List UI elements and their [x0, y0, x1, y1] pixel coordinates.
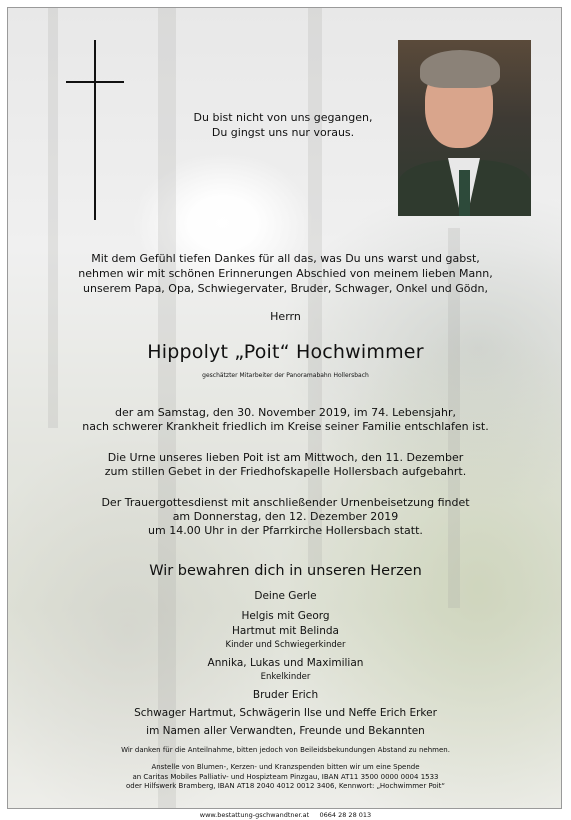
donation-line: Anstelle von Blumen-, Kerzen- und Kranzspenden bitten wir um eine Spende [151, 763, 420, 771]
deceased-name: Hippolyt „Poit“ Hochwimmer [147, 341, 424, 363]
motto-line: Du bist nicht von uns gegangen, [193, 111, 373, 124]
mourner-child: Helgis mit Georg [241, 610, 330, 622]
children-label: Kinder und Schwiegerkinder [225, 640, 346, 650]
grandchildren-label: Enkelkinder [260, 672, 311, 682]
heart-line: Wir bewahren dich in unseren Herzen [149, 563, 422, 579]
donation-line: an Caritas Mobiles Palliativ- und Hospizteam Pinzgau, IBAN AT11 3500 0000 0004 1533 [132, 772, 439, 781]
mourner-child: Hartmut mit Belinda [232, 625, 339, 637]
service-notice [8, 496, 562, 538]
mourners-list [8, 589, 562, 739]
urn-notice [8, 451, 562, 479]
motto [78, 110, 488, 140]
mourner-grandchildren: Annika, Lukas und Maximilian [207, 657, 364, 669]
death-notice [8, 406, 562, 434]
mourner-wife: Deine Gerle [254, 590, 317, 602]
portrait-tie [459, 170, 470, 216]
salutation: Herrn [270, 310, 301, 323]
motto-line: Du gingst uns nur voraus. [211, 126, 355, 139]
intro-text [8, 251, 562, 296]
service-line: um 14.00 Uhr in der Pfarrkirche Hollersbach statt. [148, 524, 423, 537]
service-line: Der Trauergottesdienst mit anschließender Urnenbeisetzung findet [101, 496, 470, 509]
cross-icon-bar [66, 81, 124, 83]
parte-card [7, 7, 562, 809]
urn-line: zum stillen Gebet in der Friedhofskapelle Hollersbach aufgebahrt. [104, 465, 467, 478]
intro-line: nehmen wir mit schönen Erinnerungen Abschied von meinem lieben Mann, [78, 267, 493, 280]
mourner-brother: Bruder Erich [252, 689, 319, 701]
death-line: nach schwerer Krankheit friedlich im Kreise seiner Familie entschlafen ist. [82, 420, 489, 433]
intro-line: Mit dem Gefühl tiefen Dankes für all das, was Du uns warst und gabst, [91, 252, 480, 265]
portrait-hair [420, 50, 500, 88]
deceased-subtitle: geschätzter Mitarbeiter der Panoramabahn Hollersbach [202, 372, 369, 379]
urn-line: Die Urne unseres lieben Poit ist am Mittwoch, den 11. Dezember [107, 451, 464, 464]
donation-line: oder Hilfswerk Bramberg, IBAN AT18 2040 4012 0012 3406, Kennwort: „Hochwimmer Poit“ [125, 782, 446, 790]
donation-note [8, 763, 562, 792]
death-line: der am Samstag, den 30. November 2019, im 74. Lebensjahr, [114, 406, 457, 419]
thanks-note: Wir danken für die Anteilnahme, bitten jedoch von Beileidsbekundungen Abstand zu nehmen. [121, 746, 450, 754]
footer-contact: www.bestattung-gschwandtner.at 0664 28 28 013 [199, 811, 372, 819]
mourner-inlaws: Schwager Hartmut, Schwägerin Ilse und Neffe Erich Erker [134, 707, 437, 719]
intro-line: unserem Papa, Opa, Schwiegervater, Bruder, Schwager, Onkel und Gödn, [83, 282, 488, 295]
service-line: am Donnerstag, den 12. Dezember 2019 [172, 510, 399, 523]
mourner-relatives: im Namen aller Verwandten, Freunde und Bekannten [146, 725, 425, 737]
